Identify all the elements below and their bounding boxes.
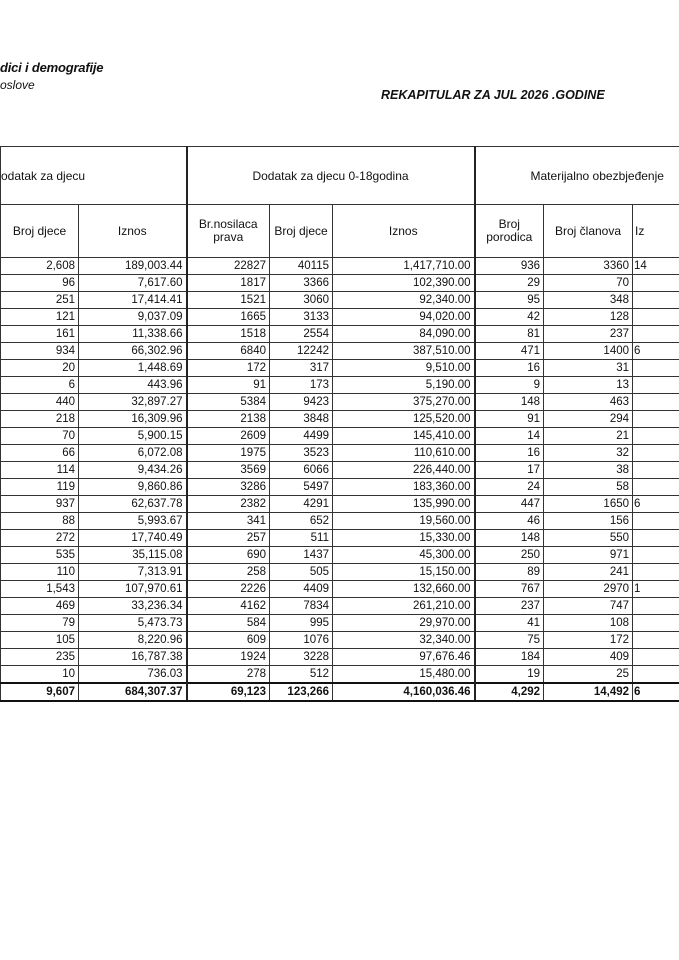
table-row xyxy=(1,462,679,479)
table-row xyxy=(1,598,679,615)
table-cell: 17 xyxy=(475,462,544,479)
table-cell xyxy=(633,666,679,684)
table-cell: 110,610.00 xyxy=(333,445,475,462)
table-cell: 1400 xyxy=(544,343,633,360)
table-cell: 14 xyxy=(475,428,544,445)
table-cell: 512 xyxy=(270,666,333,684)
table-cell: 258 xyxy=(187,564,270,581)
table-row xyxy=(1,309,679,326)
table-cell: 173 xyxy=(270,377,333,394)
table-cell: 3569 xyxy=(187,462,270,479)
table-row xyxy=(1,581,679,598)
table-cell: 183,360.00 xyxy=(333,479,475,496)
recap-table xyxy=(0,146,679,702)
table-cell: 96 xyxy=(1,275,79,292)
table-cell: 10 xyxy=(1,666,79,684)
table-row xyxy=(1,360,679,377)
table-row xyxy=(1,377,679,394)
table-cell: 3060 xyxy=(270,292,333,309)
table-cell: 1521 xyxy=(187,292,270,309)
table-cell: 550 xyxy=(544,530,633,547)
table-cell: 13 xyxy=(544,377,633,394)
table-cell: 125,520.00 xyxy=(333,411,475,428)
table-cell: 19 xyxy=(475,666,544,684)
table-cell: 4291 xyxy=(270,496,333,513)
table-cell: 15,150.00 xyxy=(333,564,475,581)
table-cell xyxy=(633,411,679,428)
table-cell: 237 xyxy=(475,598,544,615)
table-cell: 46 xyxy=(475,513,544,530)
table-cell: 16,787.38 xyxy=(79,649,187,666)
table-cell: 226,440.00 xyxy=(333,462,475,479)
table-cell: 172 xyxy=(187,360,270,377)
table-cell xyxy=(633,445,679,462)
table-cell: 38 xyxy=(544,462,633,479)
table-row xyxy=(1,513,679,530)
table-cell: 747 xyxy=(544,598,633,615)
table-cell xyxy=(633,547,679,564)
table-cell: 35,115.08 xyxy=(79,547,187,564)
table-cell: 261,210.00 xyxy=(333,598,475,615)
table-cell: 29 xyxy=(475,275,544,292)
table-row xyxy=(1,428,679,445)
table-cell: 5,993.67 xyxy=(79,513,187,530)
table-cell: 161 xyxy=(1,326,79,343)
table-cell xyxy=(633,513,679,530)
table-cell: 84,090.00 xyxy=(333,326,475,343)
table-cell: 937 xyxy=(1,496,79,513)
table-cell: 584 xyxy=(187,615,270,632)
table-cell: 934 xyxy=(1,343,79,360)
table-cell: 251 xyxy=(1,292,79,309)
table-cell xyxy=(633,275,679,292)
table-cell: 31 xyxy=(544,360,633,377)
table-cell xyxy=(633,564,679,581)
table-cell: 375,270.00 xyxy=(333,394,475,411)
table-cell: 348 xyxy=(544,292,633,309)
table-cell: 2554 xyxy=(270,326,333,343)
table-cell: 341 xyxy=(187,513,270,530)
table-cell xyxy=(633,632,679,649)
table-cell: 17,740.49 xyxy=(79,530,187,547)
table-cell: 2970 xyxy=(544,581,633,598)
table-cell: 443.96 xyxy=(79,377,187,394)
table-cell: 119 xyxy=(1,479,79,496)
table-cell: 145,410.00 xyxy=(333,428,475,445)
table-cell xyxy=(633,598,679,615)
table-cell: 33,236.34 xyxy=(79,598,187,615)
table-row xyxy=(1,632,679,649)
table-cell: 66,302.96 xyxy=(79,343,187,360)
table-cell: 471 xyxy=(475,343,544,360)
table-cell: 250 xyxy=(475,547,544,564)
col-header: Iznos xyxy=(333,205,475,258)
table-cell: 107,970.61 xyxy=(79,581,187,598)
total-row xyxy=(1,683,679,701)
table-cell: 22827 xyxy=(187,258,270,275)
table-cell: 317 xyxy=(270,360,333,377)
table-cell: 121 xyxy=(1,309,79,326)
table-cell: 535 xyxy=(1,547,79,564)
table-cell: 95 xyxy=(475,292,544,309)
col-header: Br.nosilaca prava xyxy=(187,205,270,258)
table-cell: 4499 xyxy=(270,428,333,445)
table-cell: 3228 xyxy=(270,649,333,666)
table-cell: 241 xyxy=(544,564,633,581)
table-cell: 4162 xyxy=(187,598,270,615)
page-title: REKAPITULAR ZA JUL 2026 .GODINE xyxy=(381,88,605,102)
table-cell: 6 xyxy=(1,377,79,394)
table-cell: 11,338.66 xyxy=(79,326,187,343)
table-cell: 12242 xyxy=(270,343,333,360)
table-cell: 94,020.00 xyxy=(333,309,475,326)
table-cell: 7,313.91 xyxy=(79,564,187,581)
table-row xyxy=(1,649,679,666)
table-cell: 6066 xyxy=(270,462,333,479)
table-cell: 1924 xyxy=(187,649,270,666)
table-row xyxy=(1,292,679,309)
table-cell xyxy=(633,394,679,411)
table-cell: 609 xyxy=(187,632,270,649)
table-cell: 102,390.00 xyxy=(333,275,475,292)
table-cell xyxy=(633,428,679,445)
table-row xyxy=(1,411,679,428)
table-row xyxy=(1,496,679,513)
table-row xyxy=(1,326,679,343)
table-cell: 40115 xyxy=(270,258,333,275)
table-cell: 736.03 xyxy=(79,666,187,684)
table-cell: 184 xyxy=(475,649,544,666)
table-cell: 2609 xyxy=(187,428,270,445)
table-cell: 105 xyxy=(1,632,79,649)
table-cell: 6 xyxy=(633,683,679,701)
table-cell: 148 xyxy=(475,530,544,547)
table-cell: 24 xyxy=(475,479,544,496)
table-cell: 88 xyxy=(1,513,79,530)
table-cell xyxy=(633,360,679,377)
table-cell: 2,608 xyxy=(1,258,79,275)
table-cell: 6 xyxy=(633,343,679,360)
table-cell: 123,266 xyxy=(270,683,333,701)
table-cell: 6 xyxy=(633,496,679,513)
table-cell: 4,292 xyxy=(475,683,544,701)
table-cell: 1518 xyxy=(187,326,270,343)
table-cell: 79 xyxy=(1,615,79,632)
table-cell: 3360 xyxy=(544,258,633,275)
table-cell: 690 xyxy=(187,547,270,564)
table-cell: 3366 xyxy=(270,275,333,292)
table-cell: 5,190.00 xyxy=(333,377,475,394)
table-cell: 9423 xyxy=(270,394,333,411)
col-header: Broj porodica xyxy=(475,205,544,258)
table-cell: 218 xyxy=(1,411,79,428)
table-row xyxy=(1,394,679,411)
table-cell: 7834 xyxy=(270,598,333,615)
table-cell: 14,492 xyxy=(544,683,633,701)
table-cell: 3286 xyxy=(187,479,270,496)
table-cell: 4,160,036.46 xyxy=(333,683,475,701)
table-cell: 114 xyxy=(1,462,79,479)
table-cell: 409 xyxy=(544,649,633,666)
table-cell: 1665 xyxy=(187,309,270,326)
group-header-child-allowance-0-18: Dodatak za djecu 0-18godina xyxy=(187,147,475,205)
table-cell: 58 xyxy=(544,479,633,496)
table-cell: 189,003.44 xyxy=(79,258,187,275)
table-cell: 387,510.00 xyxy=(333,343,475,360)
table-cell: 995 xyxy=(270,615,333,632)
table-row xyxy=(1,564,679,581)
table-cell: 4409 xyxy=(270,581,333,598)
department-name: oslove xyxy=(0,78,35,92)
table-cell: 89 xyxy=(475,564,544,581)
table-cell: 132,660.00 xyxy=(333,581,475,598)
table-cell: 42 xyxy=(475,309,544,326)
table-cell: 9 xyxy=(475,377,544,394)
col-header: Broj djece xyxy=(270,205,333,258)
table-cell: 1650 xyxy=(544,496,633,513)
table-cell: 2138 xyxy=(187,411,270,428)
table-cell: 511 xyxy=(270,530,333,547)
table-cell: 2226 xyxy=(187,581,270,598)
table-cell: 6,072.08 xyxy=(79,445,187,462)
table-cell: 75 xyxy=(475,632,544,649)
col-header: Broj djece xyxy=(1,205,79,258)
table-cell: 1975 xyxy=(187,445,270,462)
table-cell: 971 xyxy=(544,547,633,564)
table-row xyxy=(1,445,679,462)
col-header: Broj članova xyxy=(544,205,633,258)
table-cell: 148 xyxy=(475,394,544,411)
table-cell: 66 xyxy=(1,445,79,462)
table-cell: 91 xyxy=(475,411,544,428)
table-cell xyxy=(633,326,679,343)
table-cell: 81 xyxy=(475,326,544,343)
table-cell: 1,417,710.00 xyxy=(333,258,475,275)
table-cell: 3848 xyxy=(270,411,333,428)
table-cell: 32 xyxy=(544,445,633,462)
table-cell: 15,480.00 xyxy=(333,666,475,684)
table-cell: 5384 xyxy=(187,394,270,411)
table-cell: 156 xyxy=(544,513,633,530)
table-cell: 16 xyxy=(475,445,544,462)
table-cell: 32,340.00 xyxy=(333,632,475,649)
table-cell: 936 xyxy=(475,258,544,275)
table-cell: 62,637.78 xyxy=(79,496,187,513)
table-cell: 9,607 xyxy=(1,683,79,701)
table-cell: 110 xyxy=(1,564,79,581)
table-cell: 14 xyxy=(633,258,679,275)
table-cell: 25 xyxy=(544,666,633,684)
group-header-child-allowance: odatak za djecu xyxy=(1,147,187,205)
table-cell: 92,340.00 xyxy=(333,292,475,309)
table-cell: 463 xyxy=(544,394,633,411)
table-cell: 16 xyxy=(475,360,544,377)
table-cell: 767 xyxy=(475,581,544,598)
table-cell: 45,300.00 xyxy=(333,547,475,564)
table-cell: 5,900.15 xyxy=(79,428,187,445)
table-cell: 5497 xyxy=(270,479,333,496)
table-cell: 237 xyxy=(544,326,633,343)
table-cell: 29,970.00 xyxy=(333,615,475,632)
table-cell: 294 xyxy=(544,411,633,428)
table-cell: 1,448.69 xyxy=(79,360,187,377)
table-cell: 440 xyxy=(1,394,79,411)
table-cell: 3133 xyxy=(270,309,333,326)
table-body xyxy=(1,258,679,702)
table-cell: 16,309.96 xyxy=(79,411,187,428)
table-row xyxy=(1,547,679,564)
table-cell: 128 xyxy=(544,309,633,326)
table-cell: 447 xyxy=(475,496,544,513)
table-row xyxy=(1,275,679,292)
table-row xyxy=(1,479,679,496)
table-row xyxy=(1,666,679,684)
table-cell: 278 xyxy=(187,666,270,684)
table-cell: 2382 xyxy=(187,496,270,513)
group-header-material-support: Materijalno obezbjeđenje xyxy=(475,147,679,205)
table-row xyxy=(1,343,679,360)
table-cell: 1076 xyxy=(270,632,333,649)
table-cell: 9,037.09 xyxy=(79,309,187,326)
table-cell: 69,123 xyxy=(187,683,270,701)
table-cell: 257 xyxy=(187,530,270,547)
table-cell xyxy=(633,479,679,496)
table-cell: 91 xyxy=(187,377,270,394)
table-cell: 9,860.86 xyxy=(79,479,187,496)
table-cell: 9,434.26 xyxy=(79,462,187,479)
table-cell: 20 xyxy=(1,360,79,377)
table-cell: 17,414.41 xyxy=(79,292,187,309)
ministry-name: dici i demografije xyxy=(0,60,104,75)
table-cell: 1437 xyxy=(270,547,333,564)
table-cell: 70 xyxy=(544,275,633,292)
table-cell: 41 xyxy=(475,615,544,632)
table-cell: 1 xyxy=(633,581,679,598)
table-cell: 684,307.37 xyxy=(79,683,187,701)
table-cell: 70 xyxy=(1,428,79,445)
table-cell: 21 xyxy=(544,428,633,445)
table-row xyxy=(1,530,679,547)
table-cell: 272 xyxy=(1,530,79,547)
table-cell xyxy=(633,292,679,309)
table-cell xyxy=(633,377,679,394)
table-cell: 652 xyxy=(270,513,333,530)
table-cell: 5,473.73 xyxy=(79,615,187,632)
table-cell: 135,990.00 xyxy=(333,496,475,513)
table-cell xyxy=(633,462,679,479)
table-cell: 19,560.00 xyxy=(333,513,475,530)
table-cell: 235 xyxy=(1,649,79,666)
table-cell: 505 xyxy=(270,564,333,581)
table-cell xyxy=(633,649,679,666)
table-cell: 469 xyxy=(1,598,79,615)
table-row xyxy=(1,615,679,632)
table-cell: 9,510.00 xyxy=(333,360,475,377)
table-cell: 7,617.60 xyxy=(79,275,187,292)
table-cell: 97,676.46 xyxy=(333,649,475,666)
table-cell: 3523 xyxy=(270,445,333,462)
table-cell: 15,330.00 xyxy=(333,530,475,547)
table-cell xyxy=(633,615,679,632)
table-cell: 6840 xyxy=(187,343,270,360)
table-cell: 1817 xyxy=(187,275,270,292)
col-header: Iznos xyxy=(79,205,187,258)
table-row xyxy=(1,258,679,275)
col-header: Iz xyxy=(633,205,679,258)
table-cell: 1,543 xyxy=(1,581,79,598)
table-cell: 108 xyxy=(544,615,633,632)
table-cell: 8,220.96 xyxy=(79,632,187,649)
table-cell: 172 xyxy=(544,632,633,649)
table-cell xyxy=(633,309,679,326)
table-cell xyxy=(633,530,679,547)
table-cell: 32,897.27 xyxy=(79,394,187,411)
